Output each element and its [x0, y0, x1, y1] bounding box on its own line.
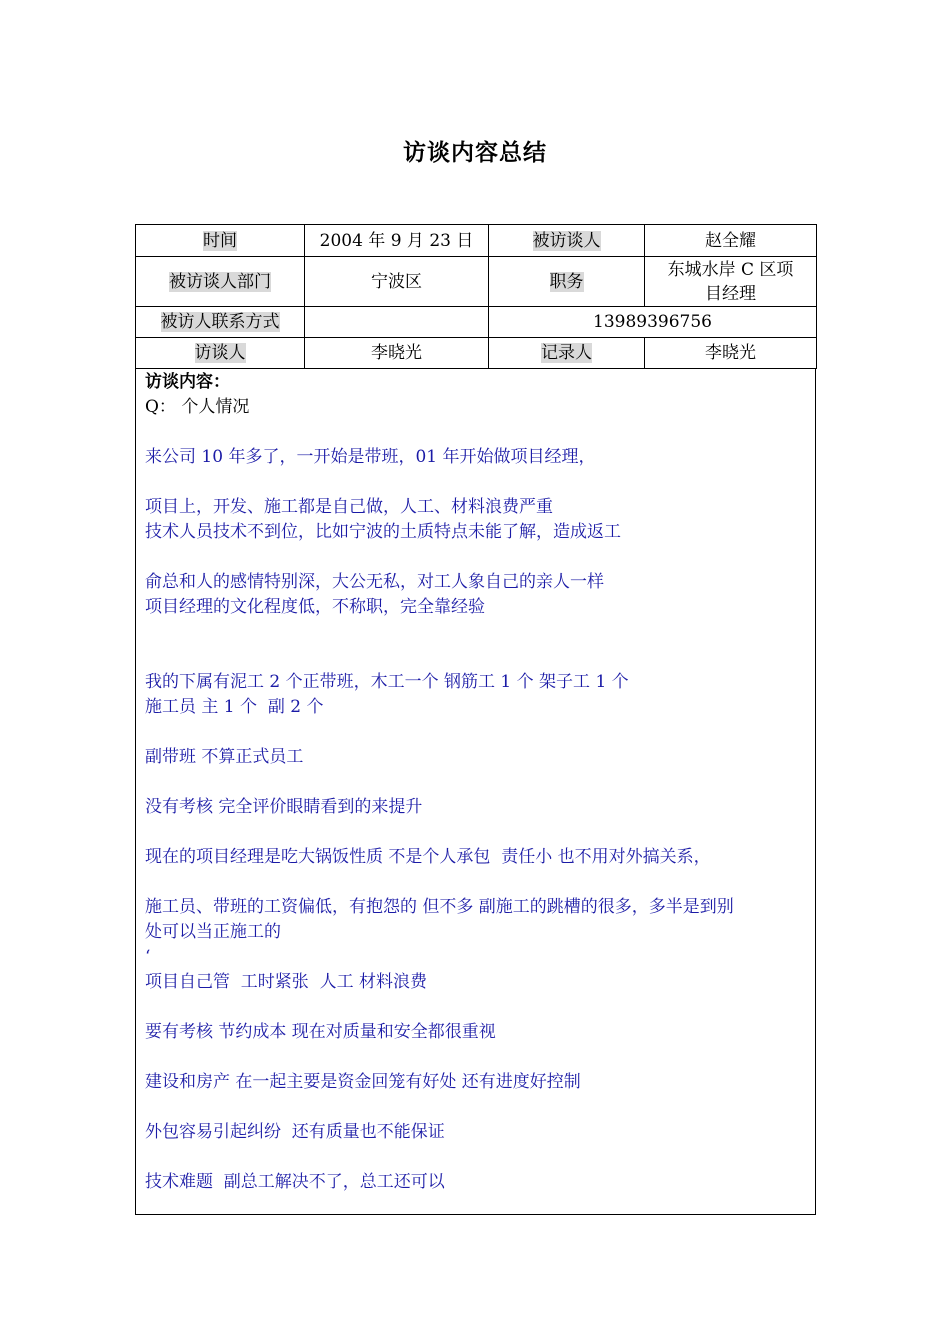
table-row [136, 338, 817, 369]
recorder-label: 记录人 [541, 343, 592, 363]
blank-line [145, 1045, 806, 1070]
interviewee-label: 被访谈人 [532, 230, 601, 251]
interviewer-label-cell [136, 338, 305, 369]
interviewer-value: 李晓光 [305, 338, 489, 369]
answer-line: 副带班 不算正式员工 [145, 747, 304, 767]
time-label-cell [136, 225, 305, 257]
answer-line: 技术难题 副总工解决不了，总工还可以 [145, 1172, 445, 1192]
question-line: Q： 个人情况 [145, 397, 250, 417]
time-value: 2004 年 9 月 23 日 [305, 225, 489, 257]
table-row [136, 307, 817, 338]
spacer [145, 420, 806, 445]
interviewee-value: 赵全耀 [645, 225, 817, 257]
position-label-cell [489, 257, 645, 307]
answer-line: 项目自己管 工时紧张 人工 材料浪费 [145, 972, 428, 992]
answer-line: 要有考核 节约成本 现在对质量和安全都很重视 [145, 1022, 496, 1042]
blank-line [145, 1095, 806, 1120]
blank-line [145, 620, 806, 645]
answer-line: 项目上，开发、施工都是自己做，人工、材料浪费严重 [145, 497, 553, 517]
interview-info-table [135, 224, 817, 369]
blank-line [145, 1145, 806, 1170]
blank-line [145, 545, 806, 570]
answer-line: 施工员 主 1 个 副 2 个 [145, 697, 324, 717]
answer-line: 我的下属有泥工 2 个正带班，木工一个 钢筋工 1 个 架子工 1 个 [145, 672, 629, 692]
dept-label: 被访谈人部门 [169, 271, 271, 292]
position-value-line1: 东城水岸 C 区项 [667, 259, 794, 280]
blank-line [145, 770, 806, 795]
dept-label-cell [136, 257, 305, 307]
interviewee-label-cell [489, 225, 645, 257]
interview-content-cell [135, 368, 816, 1215]
answer-line: 来公司 10 年多了，一开始是带班，01 年开始做项目经理， [145, 447, 596, 467]
position-value-line2: 目经理 [705, 283, 756, 304]
recorder-label-cell [489, 338, 645, 369]
contact-empty-cell [305, 307, 489, 338]
table-row [136, 257, 817, 307]
answer-line: 项目经理的文化程度低，不称职，完全靠经验 [145, 597, 485, 617]
dept-value: 宁波区 [305, 257, 489, 307]
answer-line: 建设和房产 在一起主要是资金回笼有好处 还有进度好控制 [145, 1072, 581, 1092]
blank-line [145, 820, 806, 845]
content-heading: 访谈内容： [145, 372, 230, 392]
answer-line: ‘ [145, 947, 151, 967]
answer-line: 现在的项目经理是吃大锅饭性质 不是个人承包 责任小 也不用对外搞关系， [145, 847, 711, 867]
blank-line [145, 470, 806, 495]
position-label: 职务 [549, 271, 584, 292]
blank-line [145, 720, 806, 745]
answer-line: 施工员、带班的工资偏低，有抱怨的 但不多 副施工的跳槽的很多，多半是到别 [145, 897, 734, 917]
position-value [645, 257, 817, 307]
page-title: 访谈内容总结 [403, 139, 547, 166]
blank-line [145, 645, 806, 670]
blank-line [145, 870, 806, 895]
contact-value: 13989396756 [489, 307, 817, 338]
answer-line: 俞总和人的感情特别深，大公无私，对工人象自己的亲人一样 [145, 572, 604, 592]
table-row [136, 225, 817, 257]
blank-line [145, 995, 806, 1020]
answer-lines [145, 445, 806, 1195]
time-label: 时间 [203, 230, 237, 251]
contact-label-cell [136, 307, 305, 338]
answer-line: 没有考核 完全评价眼睛看到的来提升 [145, 797, 423, 817]
contact-label: 被访人联系方式 [160, 312, 280, 332]
answer-line: 处可以当正施工的 [145, 922, 281, 942]
answer-line: 外包容易引起纠纷 还有质量也不能保证 [145, 1122, 445, 1142]
recorder-value: 李晓光 [645, 338, 817, 369]
interviewer-label: 访谈人 [194, 343, 246, 363]
answer-line: 技术人员技术不到位，比如宁波的土质特点未能了解，造成返工 [145, 522, 621, 542]
